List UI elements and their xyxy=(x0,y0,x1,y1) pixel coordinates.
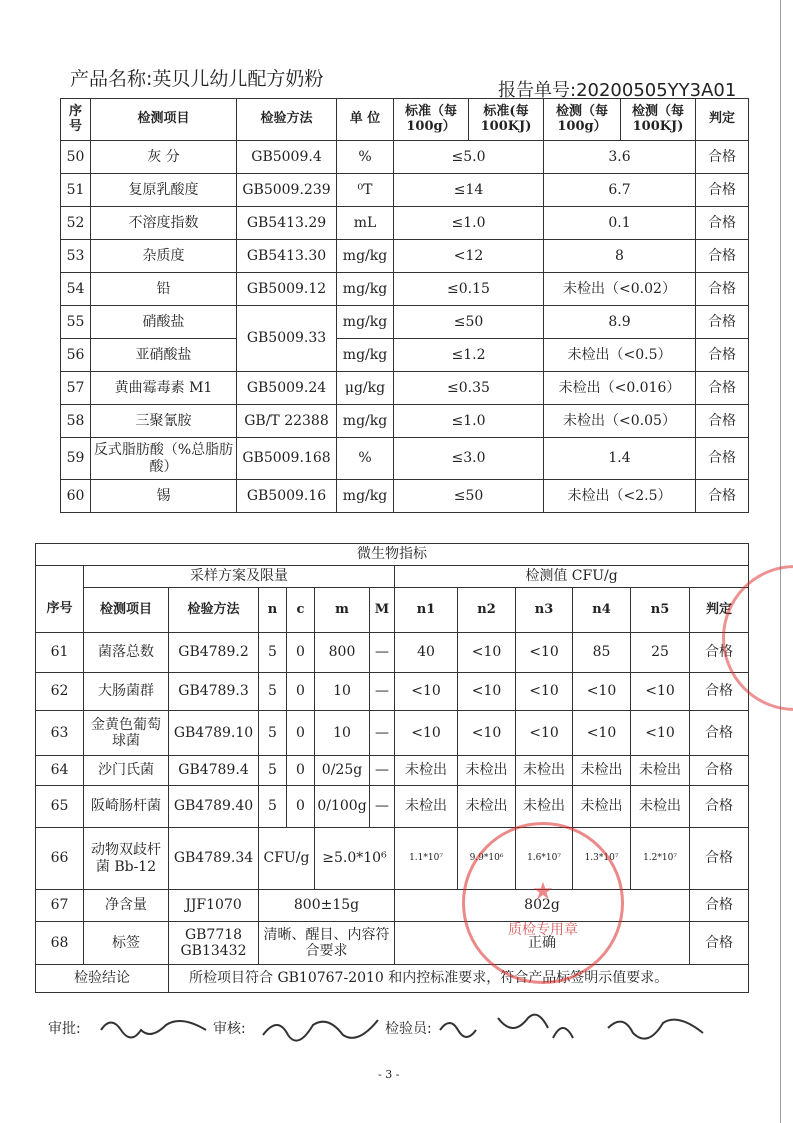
row-standard: ≤5.0 xyxy=(394,141,544,174)
row-judge: 合格 xyxy=(696,438,749,480)
row-n5: 1.2*10⁷ xyxy=(631,828,690,890)
row-n2: <10 xyxy=(458,673,516,711)
row-n4: 85 xyxy=(573,633,631,673)
row-item: 三聚氰胺 xyxy=(91,405,237,438)
review-signature xyxy=(258,1010,388,1050)
col-method: 检验方法 xyxy=(237,99,337,141)
row-standard: <12 xyxy=(394,240,544,273)
sampling-plan-header: 采样方案及限量 xyxy=(84,566,395,588)
row-unit: mL xyxy=(337,207,394,240)
page-edge-line xyxy=(780,0,781,1123)
table-group-row xyxy=(36,566,749,588)
table-row xyxy=(61,438,749,480)
row-method: GB5009.24 xyxy=(237,372,337,405)
row-standard: ≤1.0 xyxy=(394,405,544,438)
row-judge: 合格 xyxy=(690,633,749,673)
row-result: 8 xyxy=(544,240,696,273)
row-n1: 1.1*10⁷ xyxy=(395,828,458,890)
row-n4: <10 xyxy=(573,673,631,711)
microbial-results-table xyxy=(35,543,749,993)
row-method: GB7718 GB13432 xyxy=(169,922,259,965)
row-item: 不溶度指数 xyxy=(91,207,237,240)
row-c: 0 xyxy=(287,673,315,711)
col-method: 检验方法 xyxy=(169,588,259,633)
row-unit: mg/kg xyxy=(337,273,394,306)
row-M: — xyxy=(370,673,395,711)
row-no: 61 xyxy=(36,633,84,673)
row-method: GB5009.239 xyxy=(237,174,337,207)
row-item: 锡 xyxy=(91,480,237,513)
col-c: c xyxy=(287,588,315,633)
row-result: 802g xyxy=(395,890,690,922)
row-judge: 合格 xyxy=(696,306,749,339)
row-item: 净含量 xyxy=(84,890,169,922)
col-unit: 单 位 xyxy=(337,99,394,141)
row-n4: <10 xyxy=(573,711,631,756)
row-no: 65 xyxy=(36,786,84,828)
row-result: 未检出（<2.5） xyxy=(544,480,696,513)
row-judge: 合格 xyxy=(690,828,749,890)
row-n3: <10 xyxy=(516,673,573,711)
stamp-star-icon: ★ xyxy=(532,877,554,905)
row-n1: <10 xyxy=(395,711,458,756)
row-no: 67 xyxy=(36,890,84,922)
row-method: GB5009.4 xyxy=(237,141,337,174)
row-method: GB5009.12 xyxy=(237,273,337,306)
row-unit: mg/kg xyxy=(337,339,394,372)
row-no: 68 xyxy=(36,922,84,965)
col-judge: 判定 xyxy=(696,99,749,141)
row-judge: 合格 xyxy=(690,786,749,828)
row-n1: 40 xyxy=(395,633,458,673)
col-n5: n5 xyxy=(631,588,690,633)
row-n: 5 xyxy=(259,711,287,756)
row-no: 51 xyxy=(61,174,91,207)
row-c: 0 xyxy=(287,633,315,673)
row-item: 黄曲霉毒素 M1 xyxy=(91,372,237,405)
row-n2: <10 xyxy=(458,633,516,673)
row-unit: % xyxy=(337,438,394,480)
row-no: 64 xyxy=(36,756,84,786)
row-M: — xyxy=(370,786,395,828)
conclusion-text: 所检项目符合 GB10767-2010 和内控标准要求，符合产品标签明示值要求。 xyxy=(169,965,749,993)
row-M: — xyxy=(370,711,395,756)
row-no: 54 xyxy=(61,273,91,306)
row-item: 亚硝酸盐 xyxy=(91,339,237,372)
row-result: 1.4 xyxy=(544,438,696,480)
row-unit: mg/kg xyxy=(337,405,394,438)
row-n1: 未检出 xyxy=(395,786,458,828)
col-no: 序号 xyxy=(61,99,91,141)
row-no: 66 xyxy=(36,828,84,890)
row-item: 杂质度 xyxy=(91,240,237,273)
row-n: 5 xyxy=(259,633,287,673)
row-no: 56 xyxy=(61,339,91,372)
col-n3: n3 xyxy=(516,588,573,633)
col-std-100kj: 标准(每100KJ) xyxy=(469,99,544,141)
row-standard: ≤0.35 xyxy=(394,372,544,405)
row-no: 63 xyxy=(36,711,84,756)
row-result: 未检出（<0.5） xyxy=(544,339,696,372)
row-n2: 9.9*10⁶ xyxy=(458,828,516,890)
row-item: 菌落总数 xyxy=(84,633,169,673)
product-name: 产品名称:英贝儿幼儿配方奶粉 xyxy=(70,68,324,90)
row-n: 5 xyxy=(259,673,287,711)
detected-value-header: 检测值 CFU/g xyxy=(395,566,749,588)
row-method: JJF1070 xyxy=(169,890,259,922)
row-method: GB4789.40 xyxy=(169,786,259,828)
table-row xyxy=(61,174,749,207)
row-item: 铅 xyxy=(91,273,237,306)
row-m: 0/100g xyxy=(315,786,370,828)
row-standard: ≤14 xyxy=(394,174,544,207)
row-n1: <10 xyxy=(395,673,458,711)
row-item: 金黄色葡萄球菌 xyxy=(84,711,169,756)
row-n: 5 xyxy=(259,786,287,828)
table-row xyxy=(61,480,749,513)
row-result: 6.7 xyxy=(544,174,696,207)
col-item: 检测项目 xyxy=(84,588,169,633)
row-unit: % xyxy=(337,141,394,174)
col-m: m xyxy=(315,588,370,633)
row-standard: ≤50 xyxy=(394,306,544,339)
row-c: 0 xyxy=(287,786,315,828)
row-item: 阪崎肠杆菌 xyxy=(84,786,169,828)
microbial-title: 微生物指标 xyxy=(36,544,749,566)
table-row xyxy=(61,273,749,306)
row-result: 未检出（<0.016） xyxy=(544,372,696,405)
row-no: 58 xyxy=(61,405,91,438)
row-n1: 未检出 xyxy=(395,756,458,786)
row-limit: 清晰、醒目、内容符合要求 xyxy=(259,922,395,965)
row-judge: 合格 xyxy=(696,207,749,240)
row-item: 大肠菌群 xyxy=(84,673,169,711)
table-row xyxy=(36,673,749,711)
row-method: GB5413.29 xyxy=(237,207,337,240)
inspector-signatures xyxy=(438,1008,718,1052)
row-result: 未检出（<0.02） xyxy=(544,273,696,306)
row-no: 52 xyxy=(61,207,91,240)
row-standard: ≤1.2 xyxy=(394,339,544,372)
row-c: 0 xyxy=(287,711,315,756)
row-judge: 合格 xyxy=(696,480,749,513)
review-label: 审核: xyxy=(213,1021,246,1037)
row-method: GB4789.3 xyxy=(169,673,259,711)
chemical-results-table xyxy=(60,98,749,513)
row-result: 3.6 xyxy=(544,141,696,174)
col-n4: n4 xyxy=(573,588,631,633)
row-unit: mg/kg xyxy=(337,240,394,273)
row-n5: 未检出 xyxy=(631,786,690,828)
row-n5: <10 xyxy=(631,673,690,711)
col-n1: n1 xyxy=(395,588,458,633)
table-row xyxy=(36,828,749,890)
row-n5: <10 xyxy=(631,711,690,756)
row-standard: ≤3.0 xyxy=(394,438,544,480)
row-M: — xyxy=(370,633,395,673)
row-n2: <10 xyxy=(458,711,516,756)
table-row xyxy=(61,240,749,273)
table-title-row xyxy=(36,544,749,566)
row-n: 5 xyxy=(259,756,287,786)
row-item: 反式脂肪酸（%总脂肪酸） xyxy=(91,438,237,480)
row-n5: 25 xyxy=(631,633,690,673)
row-result: 未检出（<0.05） xyxy=(544,405,696,438)
row-no: 57 xyxy=(61,372,91,405)
table-row xyxy=(36,786,749,828)
row-no: 62 xyxy=(36,673,84,711)
row-item: 硝酸盐 xyxy=(91,306,237,339)
row-judge: 合格 xyxy=(696,273,749,306)
conclusion-row xyxy=(36,965,749,993)
table-row xyxy=(36,890,749,922)
row-method: GB/T 22388 xyxy=(237,405,337,438)
page-number: - 3 - xyxy=(378,1068,400,1081)
row-judge: 合格 xyxy=(696,339,749,372)
row-n3: 未检出 xyxy=(516,786,573,828)
table-row xyxy=(61,207,749,240)
row-judge: 合格 xyxy=(696,174,749,207)
row-method: GB5009.168 xyxy=(237,438,337,480)
inspector-label: 检验员: xyxy=(385,1021,432,1037)
row-method: GB5009.33 xyxy=(237,306,337,372)
row-item: 动物双歧杆菌 Bb-12 xyxy=(84,828,169,890)
row-method: GB4789.34 xyxy=(169,828,259,890)
row-limit: 800±15g xyxy=(259,890,395,922)
col-n2: n2 xyxy=(458,588,516,633)
row-no: 53 xyxy=(61,240,91,273)
row-item: 标签 xyxy=(84,922,169,965)
table-row xyxy=(61,405,749,438)
row-standard: ≤50 xyxy=(394,480,544,513)
row-judge: 合格 xyxy=(690,673,749,711)
row-method: GB4789.10 xyxy=(169,711,259,756)
row-n4: 1.3*10⁷ xyxy=(573,828,631,890)
row-unit: ⁰T xyxy=(337,174,394,207)
row-n4: 未检出 xyxy=(573,786,631,828)
row-judge: 合格 xyxy=(696,141,749,174)
table-header-row xyxy=(61,99,749,141)
row-unit: μg/kg xyxy=(337,372,394,405)
table-row xyxy=(36,711,749,756)
row-method: GB4789.2 xyxy=(169,633,259,673)
row-n4: 未检出 xyxy=(573,756,631,786)
row-no: 59 xyxy=(61,438,91,480)
row-standard: ≤1.0 xyxy=(394,207,544,240)
table-header-row xyxy=(36,588,749,633)
row-n3: 1.6*10⁷ xyxy=(516,828,573,890)
row-unit: mg/kg xyxy=(337,306,394,339)
stamp-label: 质检专用章 xyxy=(508,922,578,938)
row-n5: 未检出 xyxy=(631,756,690,786)
row-no: 60 xyxy=(61,480,91,513)
row-m: 0/25g xyxy=(315,756,370,786)
row-result: 0.1 xyxy=(544,207,696,240)
col-std-100g: 标准（每100g） xyxy=(394,99,469,141)
signature-row xyxy=(48,1018,748,1068)
row-M: — xyxy=(370,756,395,786)
row-no: 55 xyxy=(61,306,91,339)
col-res-100kj: 检测（每100KJ) xyxy=(621,99,696,141)
table-row xyxy=(61,339,749,372)
row-c: 0 xyxy=(287,756,315,786)
row-m: 800 xyxy=(315,633,370,673)
row-no: 50 xyxy=(61,141,91,174)
row-judge: 合格 xyxy=(690,756,749,786)
row-judge: 合格 xyxy=(690,711,749,756)
row-unit: mg/kg xyxy=(337,480,394,513)
row-n3: <10 xyxy=(516,711,573,756)
row-result: 8.9 xyxy=(544,306,696,339)
row-standard: ≤0.15 xyxy=(394,273,544,306)
row-method: GB5413.30 xyxy=(237,240,337,273)
row-n3: <10 xyxy=(516,633,573,673)
approve-label: 审批: xyxy=(48,1021,81,1037)
col-no: 序号 xyxy=(36,588,84,633)
table-row xyxy=(61,306,749,339)
col-judge: 判定 xyxy=(690,588,749,633)
row-judge: 合格 xyxy=(690,890,749,922)
report-number: 报告单号:20200505YY3A01 xyxy=(498,80,737,101)
row-item: 沙门氏菌 xyxy=(84,756,169,786)
row-n2: 未检出 xyxy=(458,786,516,828)
row-item: 复原乳酸度 xyxy=(91,174,237,207)
row-m: 10 xyxy=(315,711,370,756)
col-n: n xyxy=(259,588,287,633)
row-limit: ≥5.0*10⁶ xyxy=(315,828,395,890)
row-judge: 合格 xyxy=(690,922,749,965)
row-judge: 合格 xyxy=(696,405,749,438)
table-row xyxy=(61,372,749,405)
row-method: GB4789.4 xyxy=(169,756,259,786)
row-method: GB5009.16 xyxy=(237,480,337,513)
table-row xyxy=(36,922,749,965)
table-row xyxy=(36,756,749,786)
inspection-stamp xyxy=(462,822,624,984)
row-judge: 合格 xyxy=(696,372,749,405)
row-n3: 未检出 xyxy=(516,756,573,786)
row-item: 灰 分 xyxy=(91,141,237,174)
col-res-100g: 检测（每100g） xyxy=(544,99,621,141)
table-row xyxy=(36,633,749,673)
col-item: 检测项目 xyxy=(91,99,237,141)
row-m: 10 xyxy=(315,673,370,711)
row-n2: 未检出 xyxy=(458,756,516,786)
row-result: 正确 xyxy=(395,922,690,965)
approve-signature xyxy=(96,1010,216,1050)
conclusion-label: 检验结论 xyxy=(36,965,169,993)
table-row xyxy=(61,141,749,174)
row-judge: 合格 xyxy=(696,240,749,273)
row-unit: CFU/g xyxy=(259,828,315,890)
col-M: M xyxy=(370,588,395,633)
